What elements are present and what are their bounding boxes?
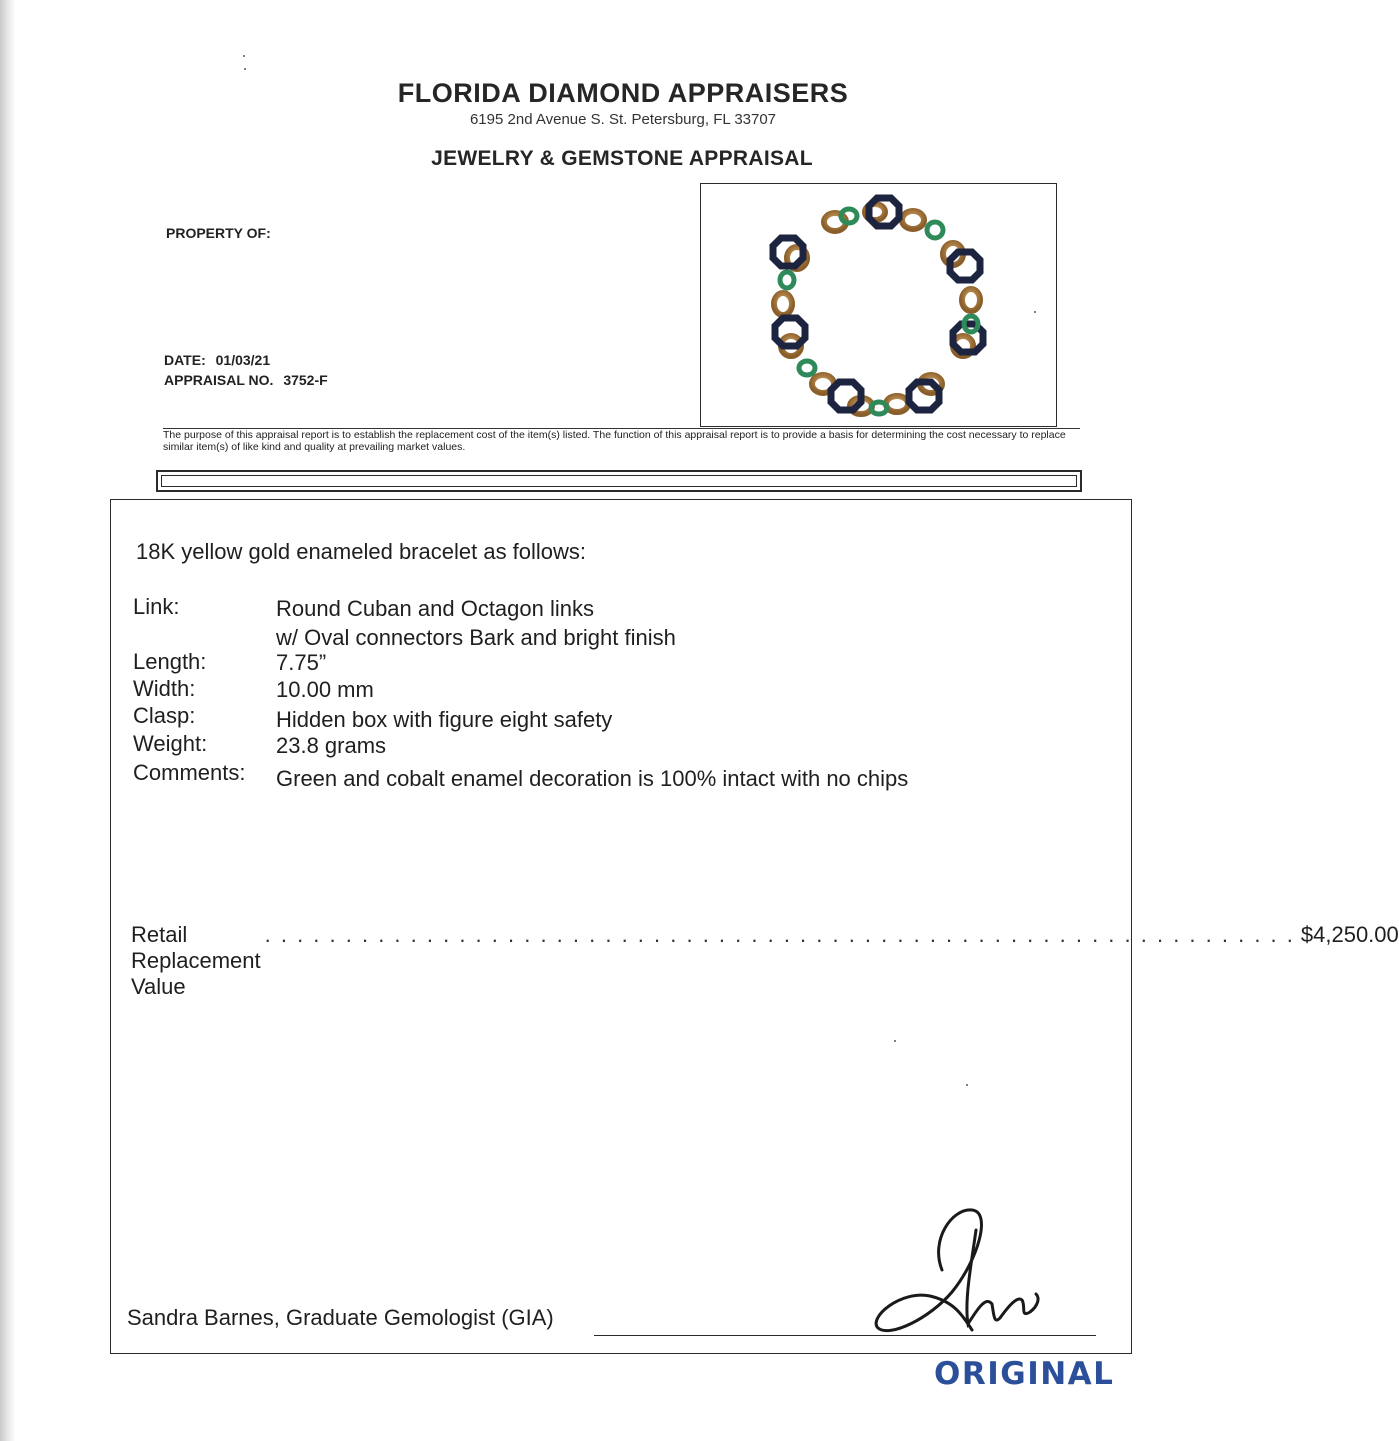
appraisal-number-value: 3752-F: [283, 372, 328, 388]
company-name: FLORIDA DIAMOND APPRAISERS: [397, 78, 849, 108]
retail-value-label: Retail Replacement Value: [131, 922, 261, 999]
spec-value-clasp: Hidden box with figure eight safety: [276, 707, 613, 732]
document-title: JEWELRY & GEMSTONE APPRAISAL: [431, 147, 813, 170]
spec-label-link: Link:: [133, 594, 180, 619]
date-row: [164, 352, 270, 368]
decorative-double-bar: [156, 470, 1082, 492]
spec-value-weight: 23.8 grams: [276, 733, 387, 758]
spec-label-clasp: Clasp:: [133, 703, 196, 728]
spec-value-comments: Green and cobalt enamel decoration is 100% intact with no chips: [276, 766, 909, 791]
appraisal-number-row: [164, 372, 328, 388]
scan-speck: [244, 68, 246, 70]
spec-label-weight: Weight:: [133, 731, 208, 756]
company-address: 6195 2nd Avenue S. St. Petersburg, FL 33707: [469, 111, 777, 128]
appraisal-number-label: APPRAISAL NO.: [164, 372, 274, 388]
retail-replacement-value-row: [131, 922, 1399, 999]
bracelet-photo: [701, 184, 1055, 425]
spec-label-width: Width:: [133, 676, 196, 701]
spec-value-width: 10.00 mm: [276, 677, 374, 702]
item-intro: 18K yellow gold enameled bracelet as follows:: [136, 539, 587, 564]
date-label: DATE:: [164, 352, 206, 368]
scan-edge-shadow: [0, 0, 16, 1441]
date-value: 01/03/21: [215, 352, 271, 368]
property-of-label: PROPERTY OF:: [166, 225, 271, 241]
spec-value-length: 7.75”: [276, 650, 327, 675]
spec-value-link: Round Cuban and Octagon links: [276, 596, 594, 621]
retail-value-amount: $4,250.00: [1300, 922, 1399, 947]
spec-label-comments: Comments:: [133, 760, 246, 785]
spec-value-link-continued: w/ Oval connectors Bark and bright finish: [276, 625, 676, 650]
signer-name: Sandra Barnes, Graduate Gemologist (GIA): [127, 1305, 554, 1330]
item-photo-frame: [700, 183, 1057, 427]
scan-speck: [243, 55, 245, 57]
purpose-statement: The purpose of this appraisal report is to establish the replacement cost of the item(s) listed. The function of this appraisal report is to provide a basis for determining the cost necessary to replace similar item(s) of like kind and quality at prevailing market values.: [163, 429, 1066, 453]
original-stamp: ORIGINAL: [934, 1356, 1115, 1392]
leader-dots: . . . . . . . . . . . . . . . . . . . . . . . . . . . . . . . . . . . . . . . . . . . . . . . . . . . . . . . . . . . . . . . .: [264, 922, 1295, 947]
handwritten-signature: [860, 1200, 1050, 1340]
spec-label-length: Length:: [133, 649, 207, 674]
